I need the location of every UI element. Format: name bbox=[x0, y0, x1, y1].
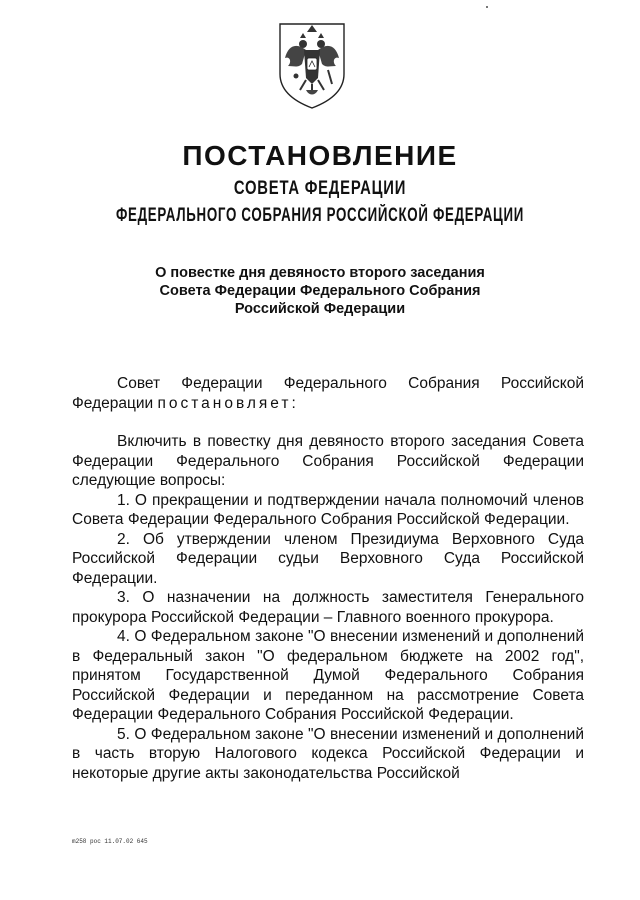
footer-code: m258 рос 11.07.02 645 bbox=[72, 838, 148, 845]
coat-of-arms-icon bbox=[276, 20, 348, 110]
issuer-line-1: СОВЕТА ФЕДЕРАЦИИ bbox=[233, 178, 407, 199]
agenda-item-3: 3. О назначении на должность заместителя Генерального прокурора Российской Федерации – Главного военного прокурора. bbox=[72, 589, 584, 626]
subject-line-3: Российской Федерации bbox=[234, 301, 406, 317]
subject-line-2: Совета Федерации Федерального Собрания bbox=[159, 283, 481, 299]
document-subject bbox=[110, 264, 530, 318]
document-title: ПОСТАНОВЛЕНИЕ bbox=[182, 140, 458, 171]
resolves-word: постановляет: bbox=[157, 394, 299, 412]
scan-speck bbox=[486, 6, 488, 8]
agenda-item-2: 2. Об утверждении членом Президиума Верховного Суда Российской Федерации судьи Верховного Суда Российской Федерации. bbox=[72, 530, 584, 587]
agenda-item-4: 4. О Федеральном законе "О внесении изменений и дополнений в Федеральный закон "О федеральном бюджете на 2002 год", принятом Государственной Думой Федерального Собрания Российской Федерации и переданном на рассмотрение Совета Федерации Федерального Собрания Российской Федерации. bbox=[72, 628, 584, 723]
agenda-item-5: 5. О Федеральном законе "О внесении изменений и дополнений в часть вторую Налогового кодекса Российской Федерации и некоторые другие акты законодательства Российской bbox=[72, 725, 584, 782]
intro-paragraph: Включить в повестку дня девяносто второго заседания Совета Федерации Федерального Собрания Российской Федерации следующие вопросы: bbox=[72, 433, 584, 489]
subject-line-1: О повестке дня девяносто второго заседания bbox=[155, 265, 485, 281]
preamble-text: Совет Федерации Федерального Собрания Российской Федерации bbox=[72, 375, 584, 412]
preamble-paragraph bbox=[72, 374, 584, 413]
agenda-item-1: 1. О прекращении и подтверждении начала полномочий членов Совета Федерации Федерального Собрания Российской Федерации. bbox=[72, 491, 584, 528]
document-body bbox=[72, 374, 584, 783]
issuer-line-2: ФЕДЕРАЛЬНОГО СОБРАНИЯ РОССИЙСКОЙ ФЕДЕРАЦИИ bbox=[116, 205, 524, 226]
